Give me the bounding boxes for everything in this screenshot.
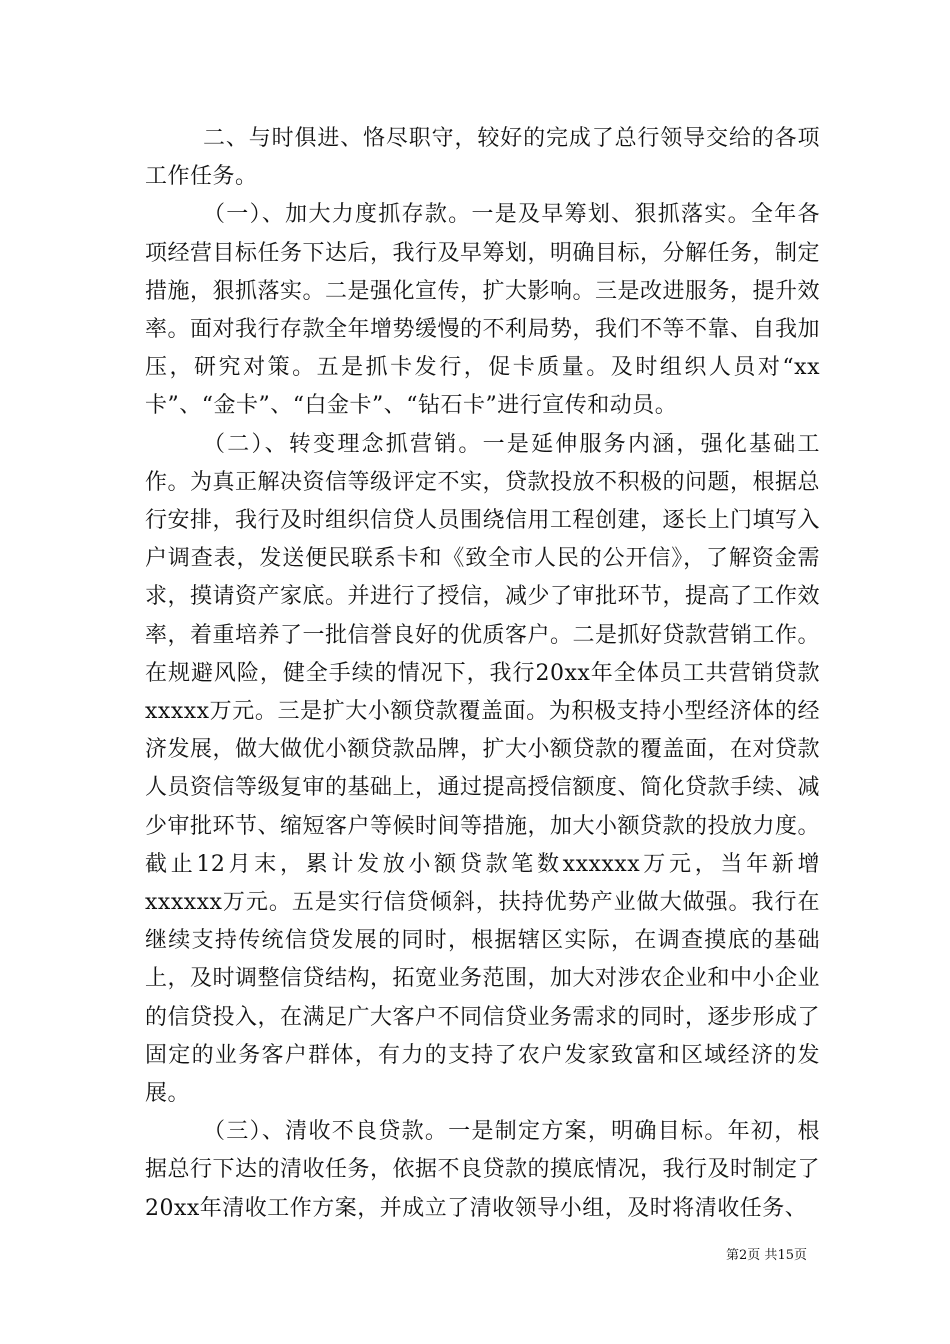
paragraph-section-two: 二、与时俱进、恪尽职守，较好的完成了总行领导交给的各项工作任务。 bbox=[145, 126, 820, 190]
footer-prefix: 第 bbox=[726, 1248, 740, 1263]
paragraph-marketing: （二）、转变理念抓营销。一是延伸服务内涵，强化基础工作。为真正解决资信等级评定不实，贷款投放不积极的问题，根据总行安排，我行及时组织信贷人员围绕信用工程创建，逐长上门填写入户调查表，发送便民联系卡和《致全市人民的公开信》，了解资金需求，摸请资产家底。并进行了授信，减少了审批环节，提高了工作效率，着重培养了一批信誉良好的优质客户。二是抓好贷款营销工作。在规避风险，健全手续的情况下，我行20xx年全体员工共营销贷款xxxxx万元。三是扩大小额贷款覆盖面。为积极支持小型经济体的经济发展，做大做优小额贷款品牌，扩大小额贷款的覆盖面，在对贷款人员资信等级复审的基础上，通过提高授信额度、简化贷款手续、减少审批环节、缩短客户等候时间等措施，加大小额贷款的投放力度。截止12月末，累计发放小额贷款笔数xxxxxx万元，当年新增xxxxxx万元。五是实行信贷倾斜，扶持优势产业做大做强。我行在继续支持传统信贷发展的同时，根据辖区实际，在调查摸底的基础上，及时调整信贷结构，拓宽业务范围，加大对涉农企业和中小企业的信贷投入，在满足广大客户不同信贷业务需求的同时，逐步形成了固定的业务客户群体，有力的支持了农户发家致富和区域经济的发展。 bbox=[145, 431, 821, 1107]
footer-middle: 页 共 bbox=[747, 1248, 778, 1263]
paragraph-bad-loans: （三）、清收不良贷款。一是制定方案，明确目标。年初，根据总行下达的清收任务，依据不良贷款的摸底情况，我行及时制定了20xx年清收工作方案，并成立了清收领导小组，及时将清收任务、 bbox=[145, 1119, 821, 1221]
page-footer bbox=[726, 1247, 807, 1265]
current-page-number: 2 bbox=[739, 1248, 748, 1263]
paragraph-deposits: （一）、加大力度抓存款。一是及早筹划、狠抓落实。全年各项经营目标任务下达后，我行及早筹划，明确目标，分解任务，制定措施，狠抓落实。二是强化宣传，扩大影响。三是改进服务，提升效率。面对我行存款全年增势缓慢的不利局势，我们不等不靠、自我加压，研究对策。五是抓卡发行，促卡质量。及时组织人员对“xx卡”、“金卡”、“白金卡”、“钻石卡”进行宣传和动员。 bbox=[145, 202, 821, 419]
total-page-number: 15 bbox=[777, 1248, 794, 1263]
footer-suffix: 页 bbox=[793, 1248, 807, 1263]
body-text bbox=[145, 120, 820, 1228]
